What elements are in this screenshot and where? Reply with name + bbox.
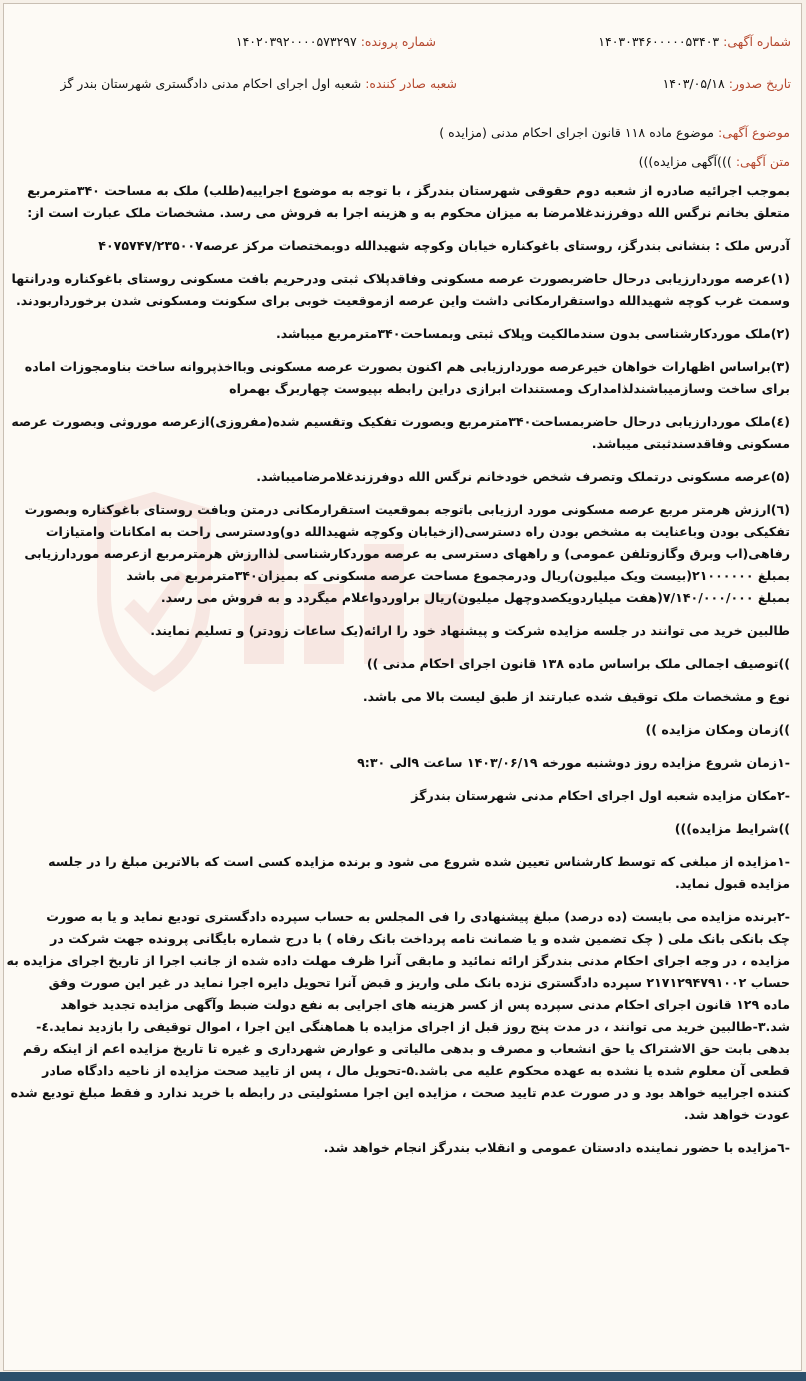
issuer-row: شعبه صادر کننده: شعبه اول اجرای احکام مدنی دادگستری شهرستان بندر گز bbox=[60, 76, 457, 91]
paragraph-item-3: (۳)براساس اظهارات خواهان خیرعرصه موردارزیابی هم اکنون بصورت عرصه مسکونی وبااخذپروانه ساخت بناومجوزات اماده برای ساخت وسازمیباشندلذامدارک ومستندات ابرازی دراین رابطه بپیوست چهاربرگ بهمراه bbox=[24, 359, 790, 396]
paragraph-bidders: طالبین خرید می توانند در جلسه مزایده شرکت و پیشنهاد خود را ارائه(یک ساعات زودتر) و تسلیم نمایند. bbox=[150, 623, 790, 638]
issue-date-row: تاریخ صدور: ۱۴۰۳/۰۵/۱۸ bbox=[662, 76, 791, 91]
paragraph-item-1: (۱)عرصه موردارزیابی درحال حاضربصورت عرصه مسکونی وفاقدپلاک ثبتی ودرحریم بافت مسکونی روستای باغوکناره ودرانتها وسمت غرب کوچه شهیدالله دواستقرارمکانی داشت واین عرصه ازموقعیت خوبی برای سکونت ومسکونی شدن برخورداربودند. bbox=[11, 271, 790, 308]
paragraph-item-5: (۵)عرصه مسکونی درتملک وتصرف شخص خودخانم نرگس الله دوفرزندغلامرضامیباشد. bbox=[256, 469, 790, 484]
paragraph-condition-6: -٦مزایده با حضور نماینده دادستان عمومی و انقلاب بندرگز انجام خواهد شد. bbox=[323, 1140, 790, 1155]
paragraph-auction-place: -۲مکان مزایده شعبه اول اجرای احکام مدنی شهرستان بندرگز bbox=[411, 788, 790, 803]
paragraph-item-4: (٤)ملک موردارزیابی درحال حاضربمساحت۳۴۰مترمربع وبصورت تفکیک وتقسیم شده(مفروزی)ازعرصه موروثی وبصورت عرصه مسکونی وفاقدسندثبتی میباشد. bbox=[11, 414, 790, 451]
case-number-row: شماره پرونده: ۱۴۰۲۰۳۹۲۰۰۰۰۵۷۳۲۹۷ bbox=[235, 34, 436, 49]
ad-number-row: شماره آگهی: ۱۴۰۳۰۳۴۶۰۰۰۰۰۵۳۴۰۳ bbox=[598, 34, 791, 49]
issuer: شعبه اول اجرای احکام مدنی دادگستری شهرستان بندر گز bbox=[60, 76, 362, 91]
body-intro-line: متن آگهی: )))آگهی مزایده))) bbox=[638, 154, 790, 169]
paragraph-item-2: (۲)ملک موردکارشناسی بدون سندمالکیت وپلاک ثبتی وبمساحت۳۴۰مترمربع میباشد. bbox=[275, 326, 790, 341]
paragraph-condition-1: -۱مزایده از مبلغی که توسط کارشناس تعیین شده شروع می شود و برنده مزایده کسی است که بالاترین مبلغ را در جلسه مزایده قبول نماید. bbox=[48, 854, 790, 891]
subject-line: موضوع آگهی: موضوع ماده ۱۱۸ قانون اجرای احکام مدنی (مزایده ) bbox=[439, 125, 790, 140]
paragraph-1: بموجب اجرائیه صادره از شعبه دوم حقوقی شهرستان بندرگز ، با توجه به موضوع اجراییه(طلب) ملک به مساحت ۳۴۰مترمربع متعلق بخانم نرگس الله دوفرزندغلامرضا به میزان محکوم به و هزینه اجرا به فروش می رسد. مشخصات ملک عبارت است از: bbox=[27, 183, 790, 220]
ad-number: ۱۴۰۳۰۳۴۶۰۰۰۰۰۵۳۴۰۳ bbox=[598, 34, 720, 49]
document-body bbox=[6, 122, 790, 1159]
footer-bar bbox=[0, 1372, 806, 1381]
paragraph-time-place-heading: ))زمان ومکان مزایده )) bbox=[645, 722, 790, 737]
paragraph-auction-time: -۱زمان شروع مزایده روز دوشنبه مورخه ۱۴۰۳/۰۶/۱۹ ساعت ۹الی ۹:۳۰ bbox=[357, 755, 790, 770]
paragraph-item-6: (٦)ارزش هرمتر مربع عرصه مسکونی مورد ارزیابی باتوجه بموقعیت استقرارمکانی درمتن وبافت روستای باغوکناره وبصورت تفکیکی بودن وباعنایت به مشخص بودن راه دسترسی(ازخیابان وکوچه شهیدالله دو)ودسترسی راحت به امکانات وامتیازات رفاهی(اب وبرق وگازوتلفن عمومی) و راههای دسترسی به عرصه موردکارشناسی لذاارزش هرمترمربع ازعرصه موردارزیابی بمبلغ ۲۱۰۰۰۰۰۰(بیست ویک میلیون)ریال ودرمجموع مساحت عرصه مسکونی که بمیزان۳۴۰مترمربع می باشد بمبلغ ۷/۱۴۰/۰۰۰/۰۰۰(هفت میلیاردویکصدوچهل میلیون)ریال براوردواعلام میگردد و به فروش می رسد. bbox=[24, 502, 790, 605]
paragraph-seized-property: نوع و مشخصات ملک توقیف شده عبارتند از طبق لیست بالا می باشد. bbox=[362, 689, 790, 704]
paragraph-condition-2: -۲برنده مزایده می بایست (ده درصد) مبلغ پیشنهادی را فی المجلس به حساب سپرده دادگستری تودیع نماید و یا به صورت چک بانکی بانک ملی ( چک تضمین شده و یا ضمانت نامه پرداخت بانک رفاه ) با درج شماره بایگانی پرونده جهت شرکت در مزایده ، در وجه اجرای احکام مدنی بندرگز ارائه نمائید و مابقی آنرا ظرف مهلت داده شده از جانب اجرا از تاریخ اجرای مزایده به حساب ۲۱۷۱۲۹۴۷۹۱۰۰۲ سپرده دادگستری نزده بانک ملی واریز و قبض آنرا تحویل دایره اجرا نماید در غیر این صورت وفق ماده ۱۲۹ قانون اجرای احکام مدنی سپرده پس از کسر هزینه های اجرایی به نفع دولت ضبط وآگهی مزایده تجدید خواهد شد.۳-طالبین خرید می توانند ، در مدت پنج روز قبل از اجرای مزایده با هماهنگی این اجرا ، اموال توقیفی را بازدید نماید.٤- بدهی بابت حق الاشتراک یا حق انشعاب و مصرف و بدهی مالیاتی و عوارض شهرداری و غیره تا تاریخ مزایده اعم از اینکه رقم قطعی آن معلوم شده یا نشده به عهده محکوم علیه می باشد.۵-تحویل مال ، پس از تایید صحت مزایده از ناحیه دادگاه صادر کننده اجراییه خواهد بود و در صورت عدم تایید صحت ، مزایده این اجرا مسئولیتی در رابطه با خرید ندارد و فقط مبلغ تودیع شده عودت خواهد شد. bbox=[6, 909, 790, 1122]
case-number: ۱۴۰۲۰۳۹۲۰۰۰۰۵۷۳۲۹۷ bbox=[235, 34, 357, 49]
document-header bbox=[4, 4, 801, 110]
issue-date: ۱۴۰۳/۰۵/۱۸ bbox=[662, 76, 725, 91]
paragraph-address: آدرس ملک : بنشانی بندرگز، روستای باغوکناره خیابان وکوچه شهیدالله دوبمختصات مرکز عرصه۴۰۷۵۷۴۷/۲۳۵۰۰۷ bbox=[98, 238, 790, 253]
paragraph-conditions-heading: ))شرایط مزایده))) bbox=[674, 821, 790, 836]
paragraph-description-heading: ))توصیف اجمالی ملک براساس ماده ۱۳۸ قانون اجرای احکام مدنی )) bbox=[366, 656, 790, 671]
document-frame bbox=[3, 3, 802, 1371]
